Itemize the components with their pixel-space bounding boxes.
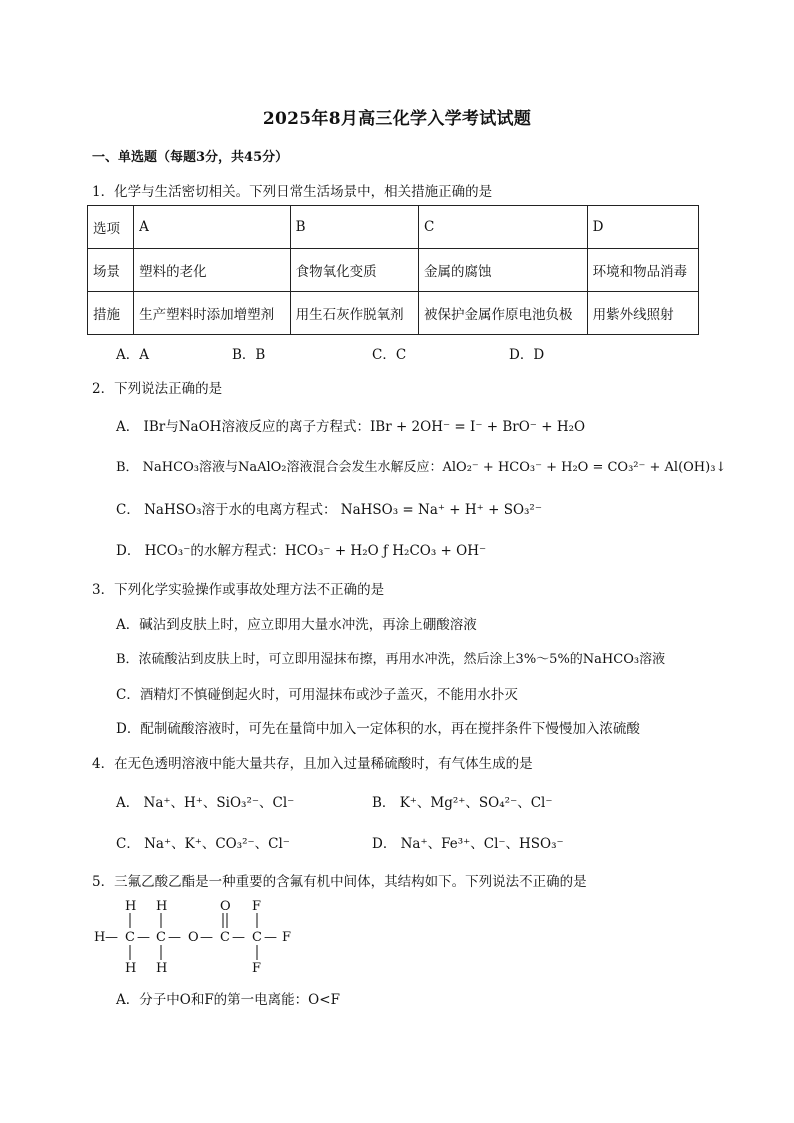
table-cell: 被保护金属作原电池负极 <box>419 292 588 335</box>
table-cell: 用生石灰作脱氧剂 <box>290 292 418 335</box>
structural-formula <box>92 898 302 978</box>
table-cell: 选项 <box>88 206 134 249</box>
table-cell: 用紫外线照射 <box>587 292 698 335</box>
formula-bond: — <box>264 930 277 945</box>
table-cell: 食物氧化变质 <box>290 249 418 292</box>
formula-bond: — <box>168 930 181 945</box>
table-row <box>88 206 699 249</box>
formula-bond: — <box>105 930 118 945</box>
question-4-option-c[interactable]: C． Na⁺、K⁺、CO₃²⁻、Cl⁻ <box>116 836 290 852</box>
formula-atom-h: H <box>125 961 137 976</box>
formula-atom-h: H <box>125 899 137 914</box>
question-2-option-c[interactable]: C． NaHSO₃溶于水的电离方程式： NaHSO₃ = Na⁺ + H⁺ + SO₃²⁻ <box>116 502 542 518</box>
formula-atom-h: H <box>156 899 168 914</box>
question-3-option-d[interactable]: D．配制硫酸溶液时，可先在量筒中加入一定体积的水，再在搅拌条件下慢慢加入浓硫酸 <box>116 721 640 737</box>
question-5-option-a[interactable]: A．分子中O和F的第一电离能：O<F <box>116 992 340 1008</box>
question-1-option-b[interactable]: B．B <box>232 347 266 363</box>
table-cell: 措施 <box>88 292 134 335</box>
question-1-table <box>87 205 699 335</box>
question-2-option-b[interactable]: B． NaHCO₃溶液与NaAlO₂溶液混合会发生水解反应：AlO₂⁻ + HCO₃⁻ + H₂O = CO₃²⁻ + Al(OH)₃↓ <box>116 460 727 475</box>
question-3-option-c[interactable]: C．酒精灯不慎碰倒起火时，可用湿抹布或沙子盖灭，不能用水扑灭 <box>116 687 518 703</box>
question-1-option-c[interactable]: C．C <box>372 347 407 363</box>
exam-title: 2025年8月高三化学入学考试试题 <box>262 109 532 129</box>
table-cell: B <box>290 206 418 249</box>
question-1-stem: 1．化学与生活密切相关。下列日常生活场景中，相关措施正确的是 <box>92 184 493 200</box>
table-row <box>88 292 699 335</box>
formula-atom-o: O <box>220 899 231 914</box>
section-heading: 一、单选题（每题3分，共45分） <box>92 150 289 165</box>
formula-atom-c: C <box>156 930 166 945</box>
question-4-option-a[interactable]: A． Na⁺、H⁺、SiO₃²⁻、Cl⁻ <box>116 795 295 811</box>
table-cell: 金属的腐蚀 <box>419 249 588 292</box>
formula-atom-h: H <box>156 961 168 976</box>
question-4-option-b[interactable]: B． K⁺、Mg²⁺、SO₄²⁻、Cl⁻ <box>372 795 553 811</box>
question-3-option-b[interactable]: B．浓硫酸沾到皮肤上时，可立即用湿抹布擦，再用水冲洗，然后涂上3%～5%的NaHCO₃溶液 <box>116 652 666 667</box>
question-4-stem: 4．在无色透明溶液中能大量共存，且加入过量稀硫酸时，有气体生成的是 <box>92 756 533 772</box>
table-cell: A <box>134 206 291 249</box>
question-1-option-a[interactable]: A．A <box>116 347 149 363</box>
table-cell: 场景 <box>88 249 134 292</box>
formula-bond: — <box>137 930 150 945</box>
formula-atom-o: O <box>188 930 199 945</box>
table-row <box>88 249 699 292</box>
question-5-stem: 5．三氟乙酸乙酯是一种重要的含氟有机中间体，其结构如下。下列说法不正确的是 <box>92 874 587 890</box>
table-cell: C <box>419 206 588 249</box>
question-2-option-d[interactable]: D． HCO₃⁻的水解方程式：HCO₃⁻ + H₂O ƒ H₂CO₃ + OH⁻ <box>116 543 487 559</box>
table-cell: 生产塑料时添加增塑剂 <box>134 292 291 335</box>
question-3-option-a[interactable]: A．碱沾到皮肤上时，应立即用大量水冲洗，再涂上硼酸溶液 <box>116 617 477 633</box>
question-2-stem: 2．下列说法正确的是 <box>92 381 223 397</box>
formula-atom-c: C <box>252 930 262 945</box>
formula-atom-c: C <box>220 930 230 945</box>
formula-bond: — <box>200 930 213 945</box>
formula-atom-f: F <box>252 899 262 914</box>
formula-atom-h: H <box>94 930 106 945</box>
question-3-stem: 3．下列化学实验操作或事故处理方法不正确的是 <box>92 582 385 598</box>
table-cell: D <box>587 206 698 249</box>
question-1-option-d[interactable]: D．D <box>509 347 545 363</box>
table-cell: 塑料的老化 <box>134 249 291 292</box>
table-cell: 环境和物品消毒 <box>587 249 698 292</box>
formula-atom-c: C <box>125 930 135 945</box>
formula-bond: — <box>232 930 245 945</box>
formula-atom-f: F <box>252 961 262 976</box>
formula-atom-f: F <box>282 930 292 945</box>
question-2-option-a[interactable]: A． IBr与NaOH溶液反应的离子方程式：IBr + 2OH⁻ = I⁻ + BrO⁻ + H₂O <box>116 419 586 435</box>
question-4-option-d[interactable]: D． Na⁺、Fe³⁺、Cl⁻、HSO₃⁻ <box>372 836 564 852</box>
